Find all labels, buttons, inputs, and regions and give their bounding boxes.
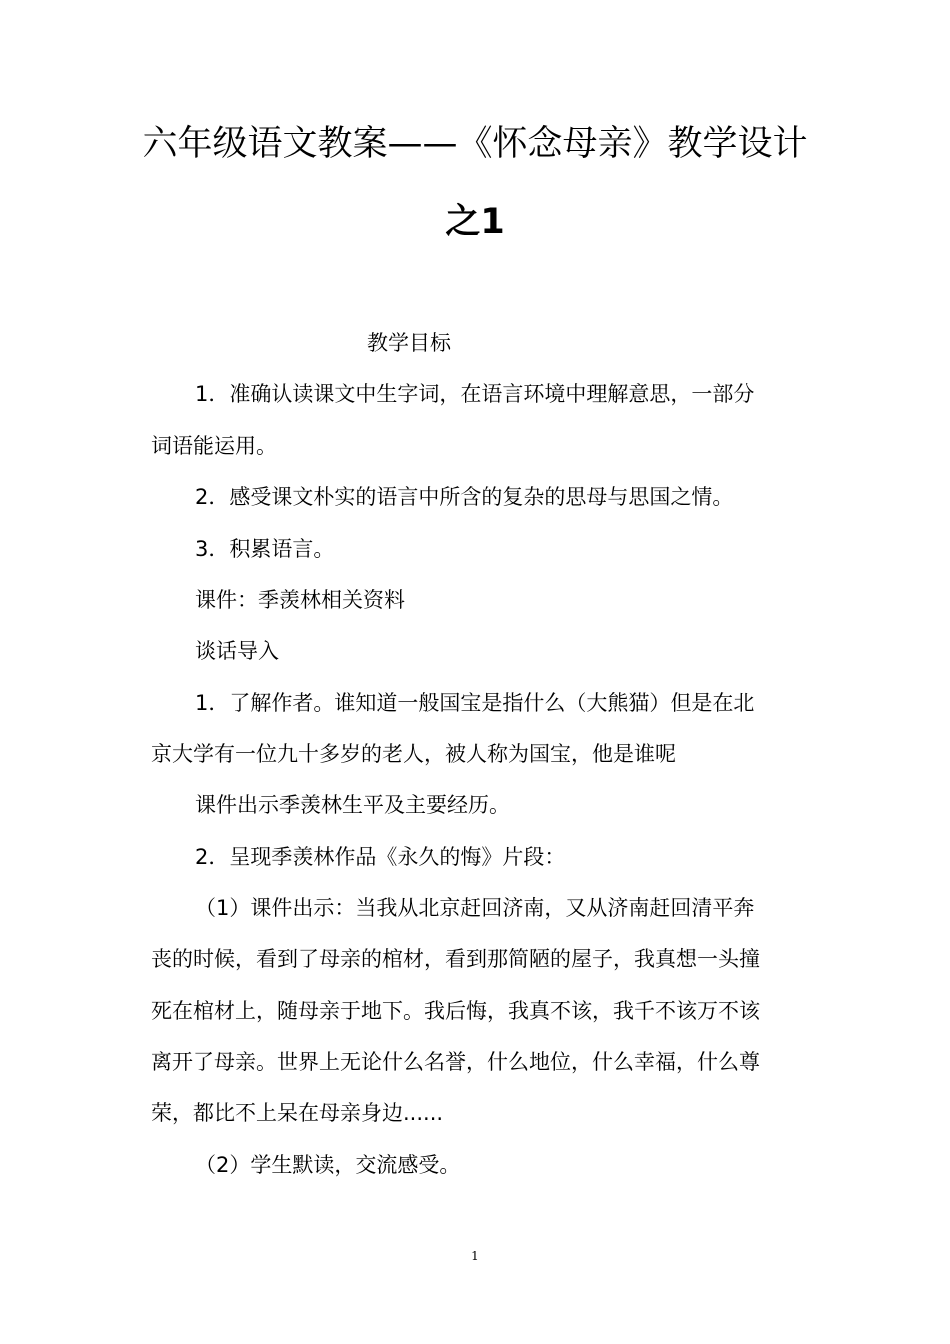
paragraph: 丧的时候，看到了母亲的棺材，看到那简陋的屋子，我真想一头撞 bbox=[151, 947, 760, 971]
paragraph: 2．呈现季羡林作品《永久的悔》片段： bbox=[195, 845, 566, 869]
paragraph: （2）学生默读，交流感受。 bbox=[195, 1153, 461, 1177]
paragraph: （1）课件出示：当我从北京赶回济南，又从济南赶回清平奔 bbox=[195, 896, 755, 920]
paragraph: 课件：季羡林相关资料 bbox=[195, 588, 405, 612]
paragraph: 1．准确认读课文中生字词，在语言环境中理解意思，一部分 bbox=[195, 382, 755, 406]
paragraph: 词语能运用。 bbox=[151, 434, 277, 458]
paragraph: 荣，都比不上呆在母亲身边...... bbox=[151, 1101, 444, 1125]
paragraph: 京大学有一位九十多岁的老人，被人称为国宝，他是谁呢 bbox=[151, 742, 676, 766]
paragraph: 谈话导入 bbox=[195, 639, 279, 663]
paragraph: 2．感受课文朴实的语言中所含的复杂的思母与思国之情。 bbox=[195, 485, 734, 509]
page-number: 1 bbox=[471, 1249, 479, 1263]
page-title-line-2: 之1 bbox=[445, 202, 505, 242]
paragraph: 3．积累语言。 bbox=[195, 537, 335, 561]
page-title-line-1: 六年级语文教案——《怀念母亲》教学设计 bbox=[142, 124, 808, 164]
section-heading: 教学目标 bbox=[367, 331, 451, 355]
paragraph: 死在棺材上，随母亲于地下。我后悔，我真不该，我千不该万不该 bbox=[151, 999, 760, 1023]
paragraph: 课件出示季羡林生平及主要经历。 bbox=[195, 793, 510, 817]
paragraph: 1．了解作者。谁知道一般国宝是指什么（大熊猫）但是在北 bbox=[195, 691, 755, 715]
paragraph: 离开了母亲。世界上无论什么名誉，什么地位，什么幸福，什么尊 bbox=[151, 1050, 760, 1074]
